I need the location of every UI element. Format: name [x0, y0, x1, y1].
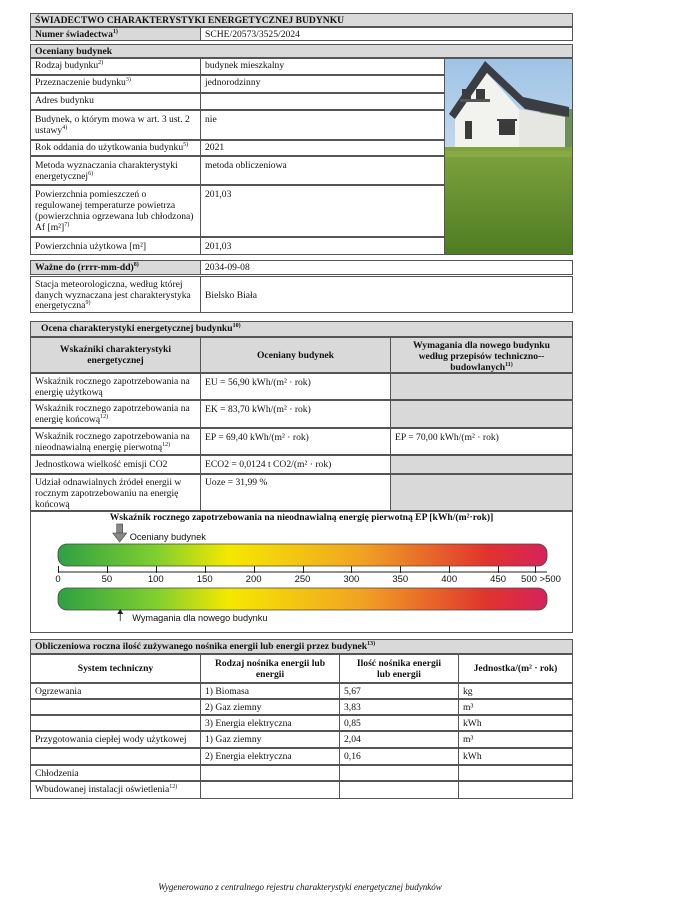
ep-scale-tick-label: 400: [441, 574, 458, 585]
ep-scale-tick-label: 200: [245, 574, 262, 585]
building-address-value: [200, 93, 445, 110]
ep-scale-tick-mark: [303, 566, 304, 573]
consumption-cell-carrier: 1) Biomasa: [200, 683, 340, 699]
building-purpose-value: jednorodzinny: [200, 75, 445, 93]
ep-scale-tick-mark: [498, 566, 499, 573]
consumption-cell-amount: 0,16: [339, 748, 459, 765]
usable-area-value: 201,03: [200, 237, 445, 255]
certificate-number-label: Numer świadectwa$^{1)}$: [30, 27, 201, 41]
ep-value: EP = 69,40 kWh/(m² · rok): [200, 428, 391, 455]
ep-assessed-label: Oceniany budynek: [129, 532, 206, 542]
ep-scale-tick-label: 0: [55, 574, 61, 585]
assessment-section-title: Ocena charakterystyki energetycznej budynku$^{10)}$: [30, 321, 573, 337]
consumption-cell-amount: [339, 781, 459, 799]
ep-scale-tick-label: 50: [101, 574, 113, 585]
consumption-cell-system: Wbudowanej instalacji oświetlenia$^{12)}$: [30, 781, 201, 799]
ep-scale-tick-label: 500 >500: [521, 574, 561, 585]
station-label: Stacja meteorologiczna, według której danych wyznaczana jest charakterystyka energetyczna$^{9)}$: [30, 276, 201, 313]
ep-scale-bar-required: [58, 588, 547, 610]
ep-scale-tick-label: 100: [147, 574, 164, 585]
consumption-cell-carrier: 2) Gaz ziemny: [200, 699, 340, 715]
consumption-cell-system: [30, 715, 201, 731]
document-title: ŚWIADECTWO CHARAKTERYSTYKI ENERGETYCZNEJ BUDYNKU: [30, 13, 573, 27]
consumption-col-unit: Jednostka/(m² · rok): [458, 654, 573, 683]
consumption-cell-unit: [458, 765, 573, 781]
consumption-cell-unit: kWh: [458, 715, 573, 731]
consumption-cell-system: Ogrzewania: [30, 683, 201, 699]
assessment-col-requirements: Wymagania dla nowego budynku według przepisów techniczno--budowlanych$^{11)}$: [390, 337, 573, 373]
consumption-col-carrier: Rodzaj nośnika energii lub energii: [200, 654, 340, 683]
eu-requirement: [390, 373, 573, 400]
valid-until-label: Ważne do (rrrr-mm-dd)$^{8)}$: [30, 260, 201, 275]
ep-scale-tick-label: 300: [343, 574, 360, 585]
consumption-cell-system: Chłodzenia: [30, 765, 201, 781]
building-type-label: Rodzaj budynku$^{2)}$: [30, 58, 201, 75]
consumption-cell-carrier: 2) Energia elektryczna: [200, 748, 340, 765]
consumption-cell-unit: kg: [458, 683, 573, 699]
consumption-cell-amount: [339, 765, 459, 781]
ep-scale-tick-label: 250: [294, 574, 311, 585]
ep-requirement: EP = 70,00 kWh/(m² · rok): [390, 428, 573, 455]
renewables-requirement: [390, 474, 573, 511]
consumption-cell-carrier: [200, 781, 340, 799]
method-label: Metoda wyznaczania charakterystyki energetycznej$^{6)}$: [30, 156, 201, 185]
building-address-label: Adres budynku: [30, 93, 201, 110]
ek-requirement: [390, 400, 573, 428]
consumption-cell-carrier: [200, 765, 340, 781]
heated-area-value: 201,03: [200, 185, 445, 237]
art3-value: nie: [200, 110, 445, 140]
art3-label: Budynek, o którym mowa w art. 3 ust. 2 ustawy$^{4)}$: [30, 110, 201, 140]
certificate-number-value: SCHE/20573/3525/2024: [200, 27, 573, 41]
building-purpose-label: Przeznaczenie budynku$^{3)}$: [30, 75, 201, 93]
consumption-col-amount: Ilość nośnika energii lub energii: [339, 654, 459, 683]
co2-requirement: [390, 455, 573, 474]
ep-scale-tick-mark: [107, 566, 108, 573]
consumption-cell-system: [30, 699, 201, 715]
ep-scale-bar-assessed: [58, 544, 547, 566]
ep-scale-tick-label: 350: [392, 574, 409, 585]
renewables-label: Udział odnawialnych źródeł energii w rocznym zapotrzebowaniu na energię końcową: [30, 474, 201, 511]
consumption-cell-unit: [458, 781, 573, 799]
eu-value: EU = 56,90 kWh/(m² · rok): [200, 373, 391, 400]
consumption-cell-amount: 2,04: [339, 731, 459, 748]
building-type-value: budynek mieszkalny: [200, 58, 445, 75]
consumption-cell-system: [30, 748, 201, 765]
ep-scale-tick-mark: [535, 566, 536, 573]
consumption-cell-unit: kWh: [458, 748, 573, 765]
co2-label: Jednostkowa wielkość emisji CO2: [30, 455, 201, 474]
footer-note: Wygenerowano z centralnego rejestru charakterystyki energetycznej budynków: [158, 882, 442, 892]
assessment-col-indicators: Wskaźniki charakterystyki energetycznej: [30, 337, 201, 373]
ep-scale-tick-label: 150: [196, 574, 213, 585]
station-value: Bielsko Biała: [200, 276, 573, 313]
heated-area-label: Powierzchnia pomieszczeń o regulowanej temperaturze powietrza (powierzchnia ogrzewana lub chłodzona) Af $[m^2]^{7)}$: [30, 185, 201, 237]
co2-value: ECO2 = 0,0124 t CO2/(m² · rok): [200, 455, 391, 474]
consumption-cell-unit: m³: [458, 699, 573, 715]
ep-label: Wskaźnik rocznego zapotrzebowania na nieodnawialną energię pierwotną$^{12)}$: [30, 428, 201, 455]
ep-assessed-marker: [113, 524, 127, 542]
eu-label: Wskaźnik rocznego zapotrzebowania na energię użytkową: [30, 373, 201, 400]
ep-scale-tick-mark: [205, 566, 206, 573]
ep-scale-tick-mark: [400, 566, 401, 573]
consumption-section-title: Obliczeniowa roczna ilość zużywanego nośnika energii lub energii przez budynek$^{13)}$: [30, 639, 573, 654]
ep-scale-tick-mark: [254, 566, 255, 573]
renewables-value: Uoze = 31,99 %: [200, 474, 391, 511]
consumption-cell-unit: m³: [458, 731, 573, 748]
assessment-col-assessed: Oceniany budynek: [200, 337, 391, 373]
method-value: metoda obliczeniowa: [200, 156, 445, 185]
ek-label: Wskaźnik rocznego zapotrzebowania na energię końcową$^{12)}$: [30, 400, 201, 428]
building-photo-frame: [444, 58, 573, 255]
valid-until-value: 2034-09-08: [200, 260, 573, 275]
consumption-cell-carrier: 1) Gaz ziemny: [200, 731, 340, 748]
ek-value: EK = 83,70 kWh/(m² · rok): [200, 400, 391, 428]
ep-scale-tick-mark: [156, 566, 157, 573]
ep-scale-tick-mark: [58, 566, 59, 573]
consumption-cell-amount: 3,83: [339, 699, 459, 715]
consumption-cell-system: Przygotowania ciepłej wody użytkowej: [30, 731, 201, 748]
ep-required-label: Wymagania dla nowego budynku: [132, 613, 268, 623]
ep-scale-tick-mark: [449, 566, 450, 573]
consumption-col-system: System techniczny: [30, 654, 201, 683]
ep-scale-tick-mark: [351, 566, 352, 573]
year-value: 2021: [200, 140, 445, 156]
building-section-title: Oceniany budynek: [30, 44, 573, 58]
year-label: Rok oddania do użytkowania budynku$^{5)}$: [30, 140, 201, 156]
ep-scale-title: Wskaźnik rocznego zapotrzebowania na nieodnawialną energię pierwotną EP [kWh/(m²·rok)]: [109, 512, 494, 523]
consumption-cell-amount: 5,67: [339, 683, 459, 699]
consumption-cell-amount: 0,85: [339, 715, 459, 731]
usable-area-label: Powierzchnia użytkowa [m²]: [30, 237, 201, 255]
ep-required-marker: [117, 609, 123, 621]
ep-scale-graphic: [30, 522, 573, 622]
building-photo: [445, 59, 572, 254]
ep-scale-tick-label: 450: [490, 574, 507, 585]
consumption-cell-carrier: 3) Energia elektryczna: [200, 715, 340, 731]
